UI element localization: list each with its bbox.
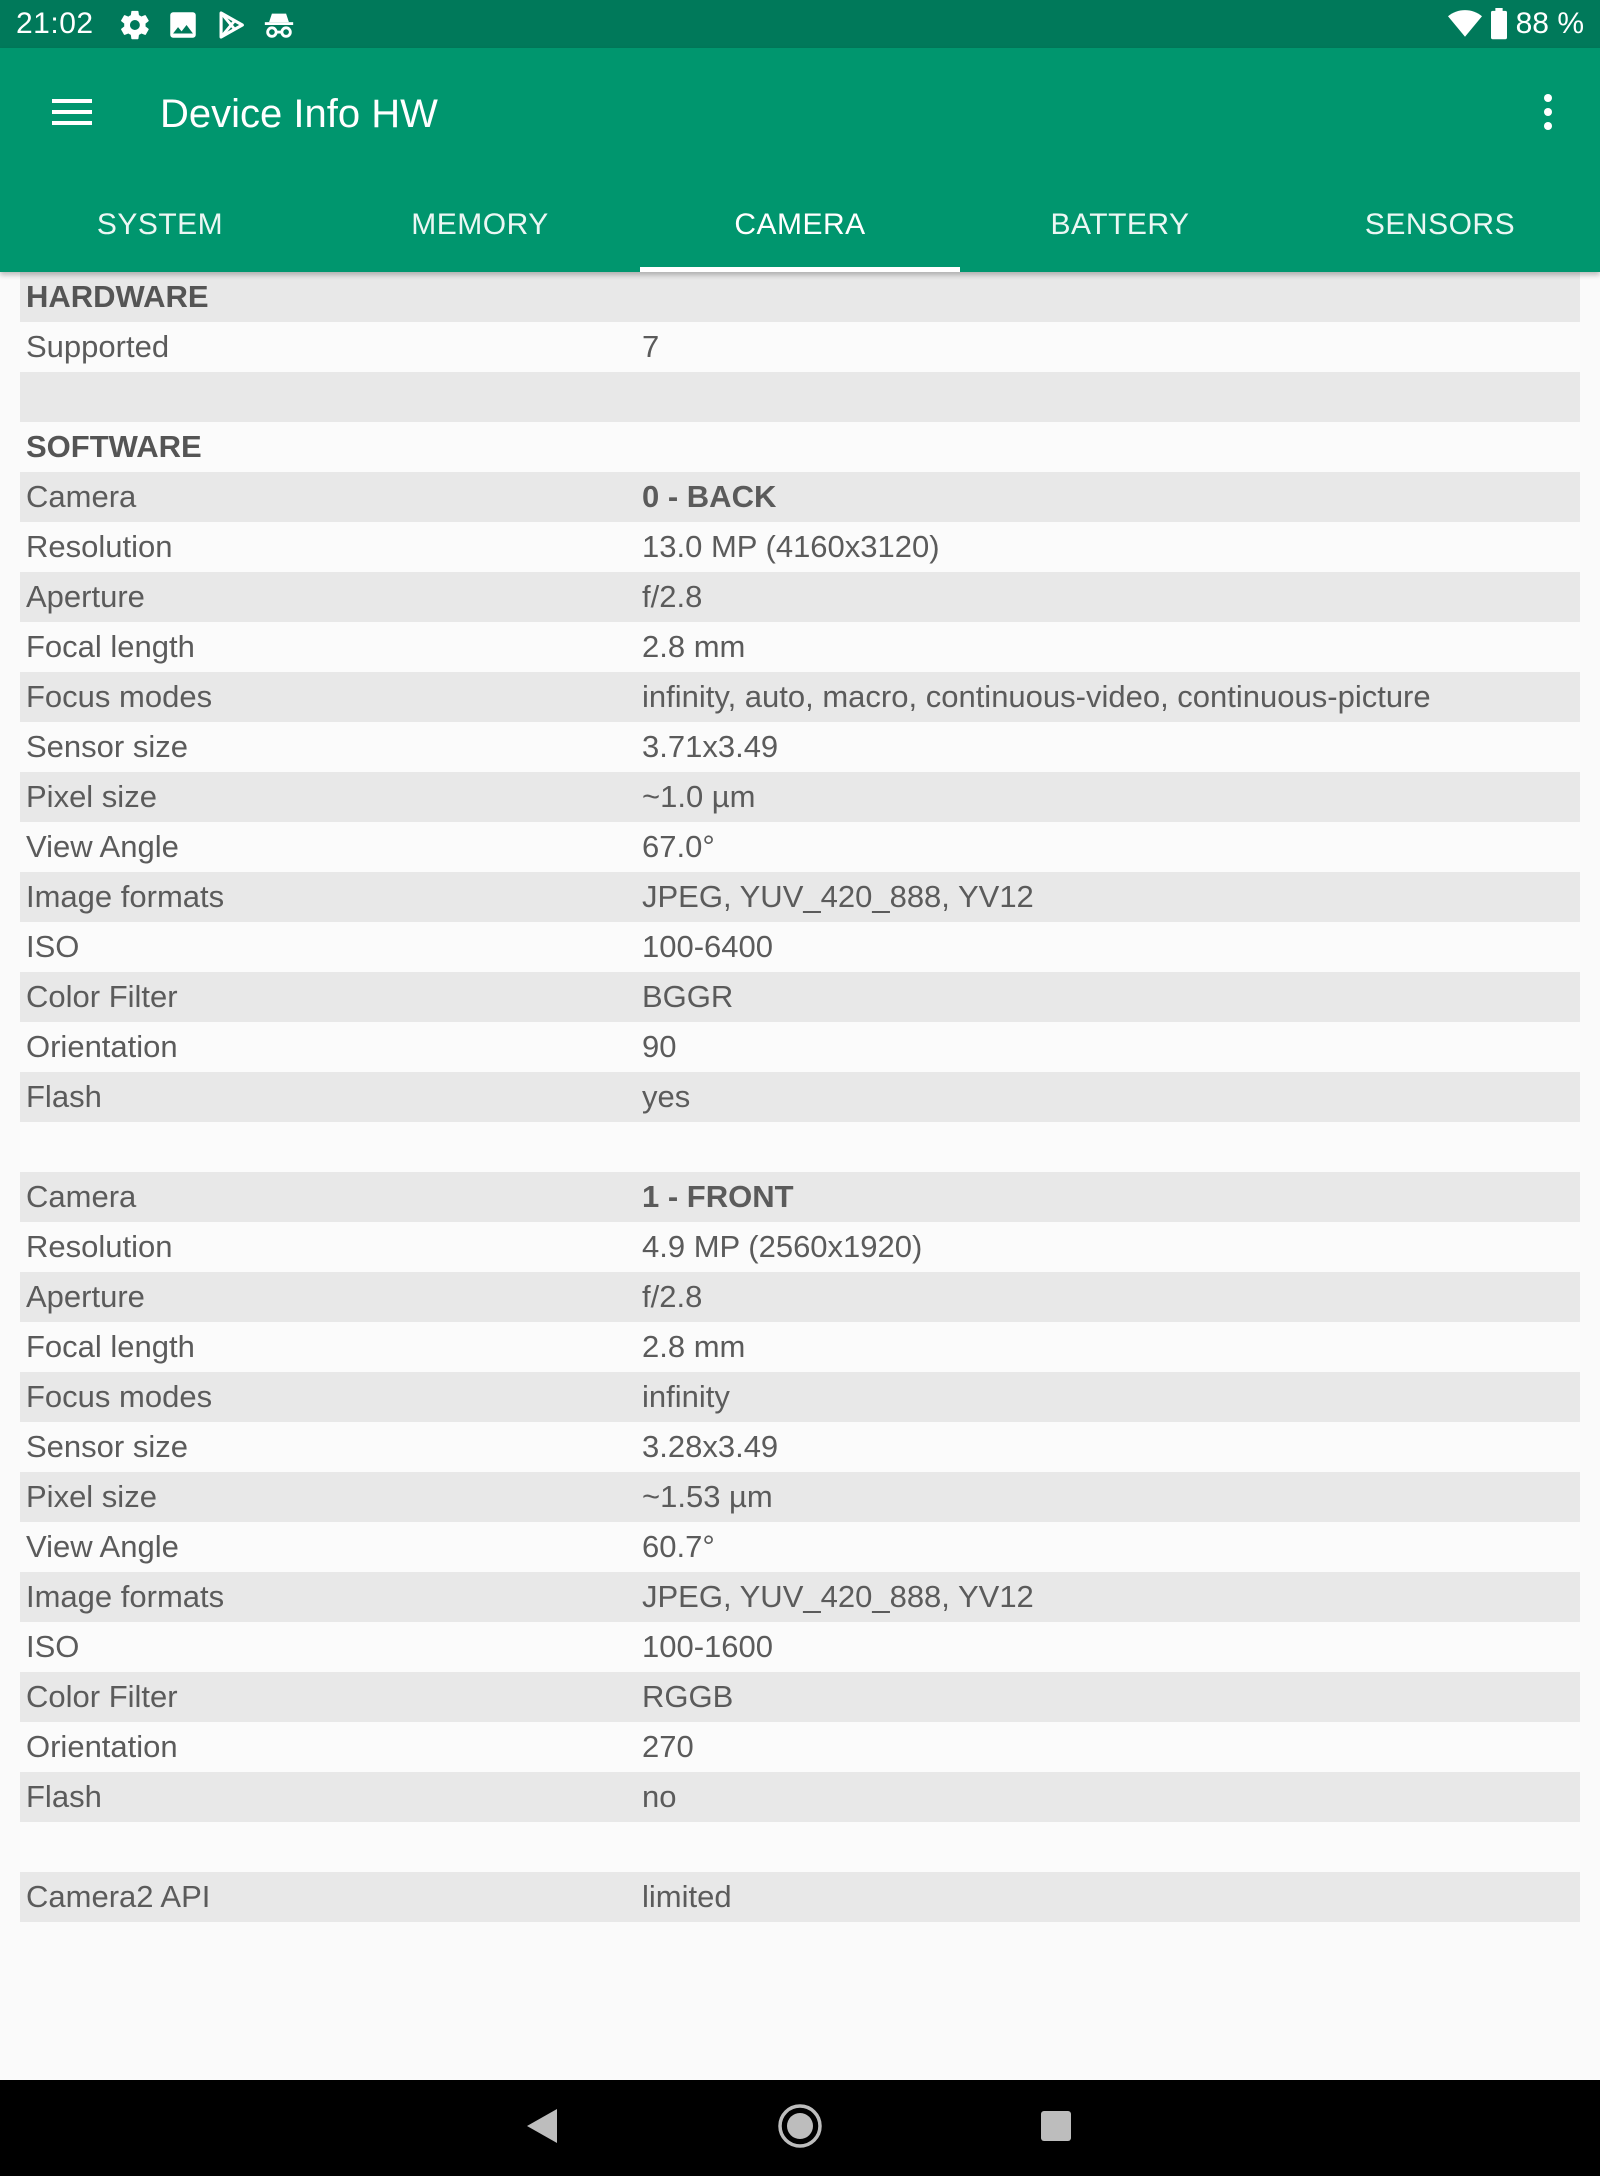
hardware-heading: HARDWARE bbox=[26, 279, 209, 314]
row-label: Focus modes bbox=[26, 679, 213, 714]
table-row bbox=[20, 622, 1580, 672]
row-value: 2.8 mm bbox=[642, 629, 746, 664]
section-header-software bbox=[20, 422, 1580, 472]
row-value: 100-6400 bbox=[642, 929, 774, 964]
gear-icon bbox=[118, 8, 152, 42]
app-title: Device Info HW bbox=[160, 92, 438, 136]
row-value: f/2.8 bbox=[642, 579, 703, 614]
table-row bbox=[20, 722, 1580, 772]
home-icon bbox=[777, 2103, 823, 2154]
table-row bbox=[20, 1222, 1580, 1272]
spacer-row bbox=[20, 372, 1580, 422]
table-row bbox=[20, 1172, 1580, 1222]
row-label: Flash bbox=[26, 1779, 102, 1814]
row-label: Orientation bbox=[26, 1729, 178, 1764]
row-value: BGGR bbox=[642, 979, 734, 1014]
menu-button[interactable] bbox=[44, 86, 100, 142]
table-row bbox=[20, 672, 1580, 722]
table-row bbox=[20, 972, 1580, 1022]
row-label: Resolution bbox=[26, 529, 173, 564]
camera-info-table bbox=[20, 272, 1580, 1922]
row-value: 2.8 mm bbox=[642, 1329, 746, 1364]
row-value: 1 - FRONT bbox=[642, 1179, 794, 1214]
recents-button[interactable] bbox=[1030, 2102, 1082, 2154]
table-row bbox=[20, 1072, 1580, 1122]
row-value: ~1.53 µm bbox=[642, 1479, 773, 1514]
back-icon bbox=[525, 2107, 559, 2150]
row-value: JPEG, YUV_420_888, YV12 bbox=[642, 879, 1034, 914]
table-row bbox=[20, 1572, 1580, 1622]
tab-sensors[interactable]: SENSORS bbox=[1364, 208, 1516, 241]
row-value: f/2.8 bbox=[642, 1279, 703, 1314]
row-value: JPEG, YUV_420_888, YV12 bbox=[642, 1579, 1034, 1614]
row-label: Flash bbox=[26, 1079, 102, 1114]
table-row bbox=[20, 572, 1580, 622]
table-row bbox=[20, 522, 1580, 572]
row-value: 270 bbox=[642, 1729, 694, 1764]
section-header-hardware bbox=[20, 272, 1580, 322]
table-row bbox=[20, 1272, 1580, 1322]
row-label: Camera bbox=[26, 479, 137, 514]
row-value: 4.9 MP (2560x1920) bbox=[642, 1229, 923, 1264]
table-row bbox=[20, 322, 1580, 372]
row-label: Color Filter bbox=[26, 979, 178, 1014]
image-icon bbox=[166, 8, 200, 42]
table-row bbox=[20, 1372, 1580, 1422]
tab-battery[interactable]: BATTERY bbox=[1050, 208, 1190, 241]
more-vert-icon bbox=[1543, 94, 1553, 135]
spacer-row bbox=[20, 1822, 1580, 1872]
battery-icon bbox=[1490, 8, 1508, 40]
play-store-icon bbox=[214, 8, 248, 42]
tab-bar bbox=[0, 178, 1600, 272]
row-label: Orientation bbox=[26, 1029, 178, 1064]
status-bar bbox=[0, 0, 1600, 48]
row-label: ISO bbox=[26, 929, 80, 964]
row-label: Aperture bbox=[26, 1279, 145, 1314]
navigation-bar bbox=[0, 2080, 1600, 2176]
table-row bbox=[20, 1322, 1580, 1372]
table-row bbox=[20, 822, 1580, 872]
row-value: ~1.0 µm bbox=[642, 779, 756, 814]
row-value: infinity, auto, macro, continuous-video, continuous-picture bbox=[642, 679, 1431, 714]
row-value: infinity bbox=[642, 1379, 730, 1414]
row-value: 90 bbox=[642, 1029, 677, 1064]
row-value: 60.7° bbox=[642, 1529, 715, 1564]
spacer-row bbox=[20, 1122, 1580, 1172]
tab-camera[interactable]: CAMERA bbox=[640, 178, 960, 272]
row-value: yes bbox=[642, 1079, 691, 1114]
row-label: Pixel size bbox=[26, 1479, 157, 1514]
row-label: View Angle bbox=[26, 829, 179, 864]
row-label: Camera2 API bbox=[26, 1879, 211, 1914]
wifi-icon bbox=[1448, 9, 1482, 39]
row-label: Image formats bbox=[26, 879, 225, 914]
row-value: 13.0 MP (4160x3120) bbox=[642, 529, 940, 564]
row-label: Focal length bbox=[26, 629, 195, 664]
row-value: 7 bbox=[642, 329, 660, 364]
software-heading: SOFTWARE bbox=[26, 429, 202, 464]
table-row bbox=[20, 1872, 1580, 1922]
row-value: 3.71x3.49 bbox=[642, 729, 779, 764]
hamburger-menu-icon bbox=[52, 97, 92, 132]
table-row bbox=[20, 1672, 1580, 1722]
table-row bbox=[20, 922, 1580, 972]
app-bar bbox=[0, 48, 1600, 272]
table-row bbox=[20, 1622, 1580, 1672]
row-label: Focal length bbox=[26, 1329, 195, 1364]
row-label: ISO bbox=[26, 1629, 80, 1664]
row-value: 67.0° bbox=[642, 829, 715, 864]
battery-percent: 88 % bbox=[1515, 7, 1584, 40]
row-label: Sensor size bbox=[26, 1429, 188, 1464]
status-time: 21:02 bbox=[16, 7, 94, 40]
home-button[interactable] bbox=[774, 2102, 826, 2154]
table-row bbox=[20, 472, 1580, 522]
row-value: no bbox=[642, 1779, 677, 1814]
row-label: View Angle bbox=[26, 1529, 179, 1564]
row-label: Focus modes bbox=[26, 1379, 213, 1414]
row-label: Sensor size bbox=[26, 729, 188, 764]
row-label: Color Filter bbox=[26, 1679, 178, 1714]
notification-icons bbox=[118, 8, 296, 42]
tab-memory[interactable]: MEMORY bbox=[411, 208, 549, 241]
table-row bbox=[20, 1022, 1580, 1072]
row-label: Supported bbox=[26, 329, 170, 364]
table-row bbox=[20, 772, 1580, 822]
status-right bbox=[1448, 6, 1584, 42]
row-value: limited bbox=[642, 1879, 732, 1914]
row-label: Image formats bbox=[26, 1579, 225, 1614]
row-label: Camera bbox=[26, 1179, 137, 1214]
table-row bbox=[20, 1772, 1580, 1822]
row-value: RGGB bbox=[642, 1679, 734, 1714]
row-label: Resolution bbox=[26, 1229, 173, 1264]
recents-icon bbox=[1039, 2109, 1073, 2148]
row-label: Aperture bbox=[26, 579, 145, 614]
table-row bbox=[20, 872, 1580, 922]
row-value: 100-1600 bbox=[642, 1629, 774, 1664]
back-button[interactable] bbox=[516, 2102, 568, 2154]
row-label: Pixel size bbox=[26, 779, 157, 814]
row-value: 3.28x3.49 bbox=[642, 1429, 779, 1464]
table-row bbox=[20, 1522, 1580, 1572]
table-row bbox=[20, 1472, 1580, 1522]
tab-system[interactable]: SYSTEM bbox=[96, 208, 224, 241]
table-row bbox=[20, 1422, 1580, 1472]
incognito-icon bbox=[262, 8, 296, 42]
overflow-menu-button[interactable] bbox=[1520, 86, 1576, 142]
table-row bbox=[20, 1722, 1580, 1772]
row-value: 0 - BACK bbox=[642, 479, 777, 514]
